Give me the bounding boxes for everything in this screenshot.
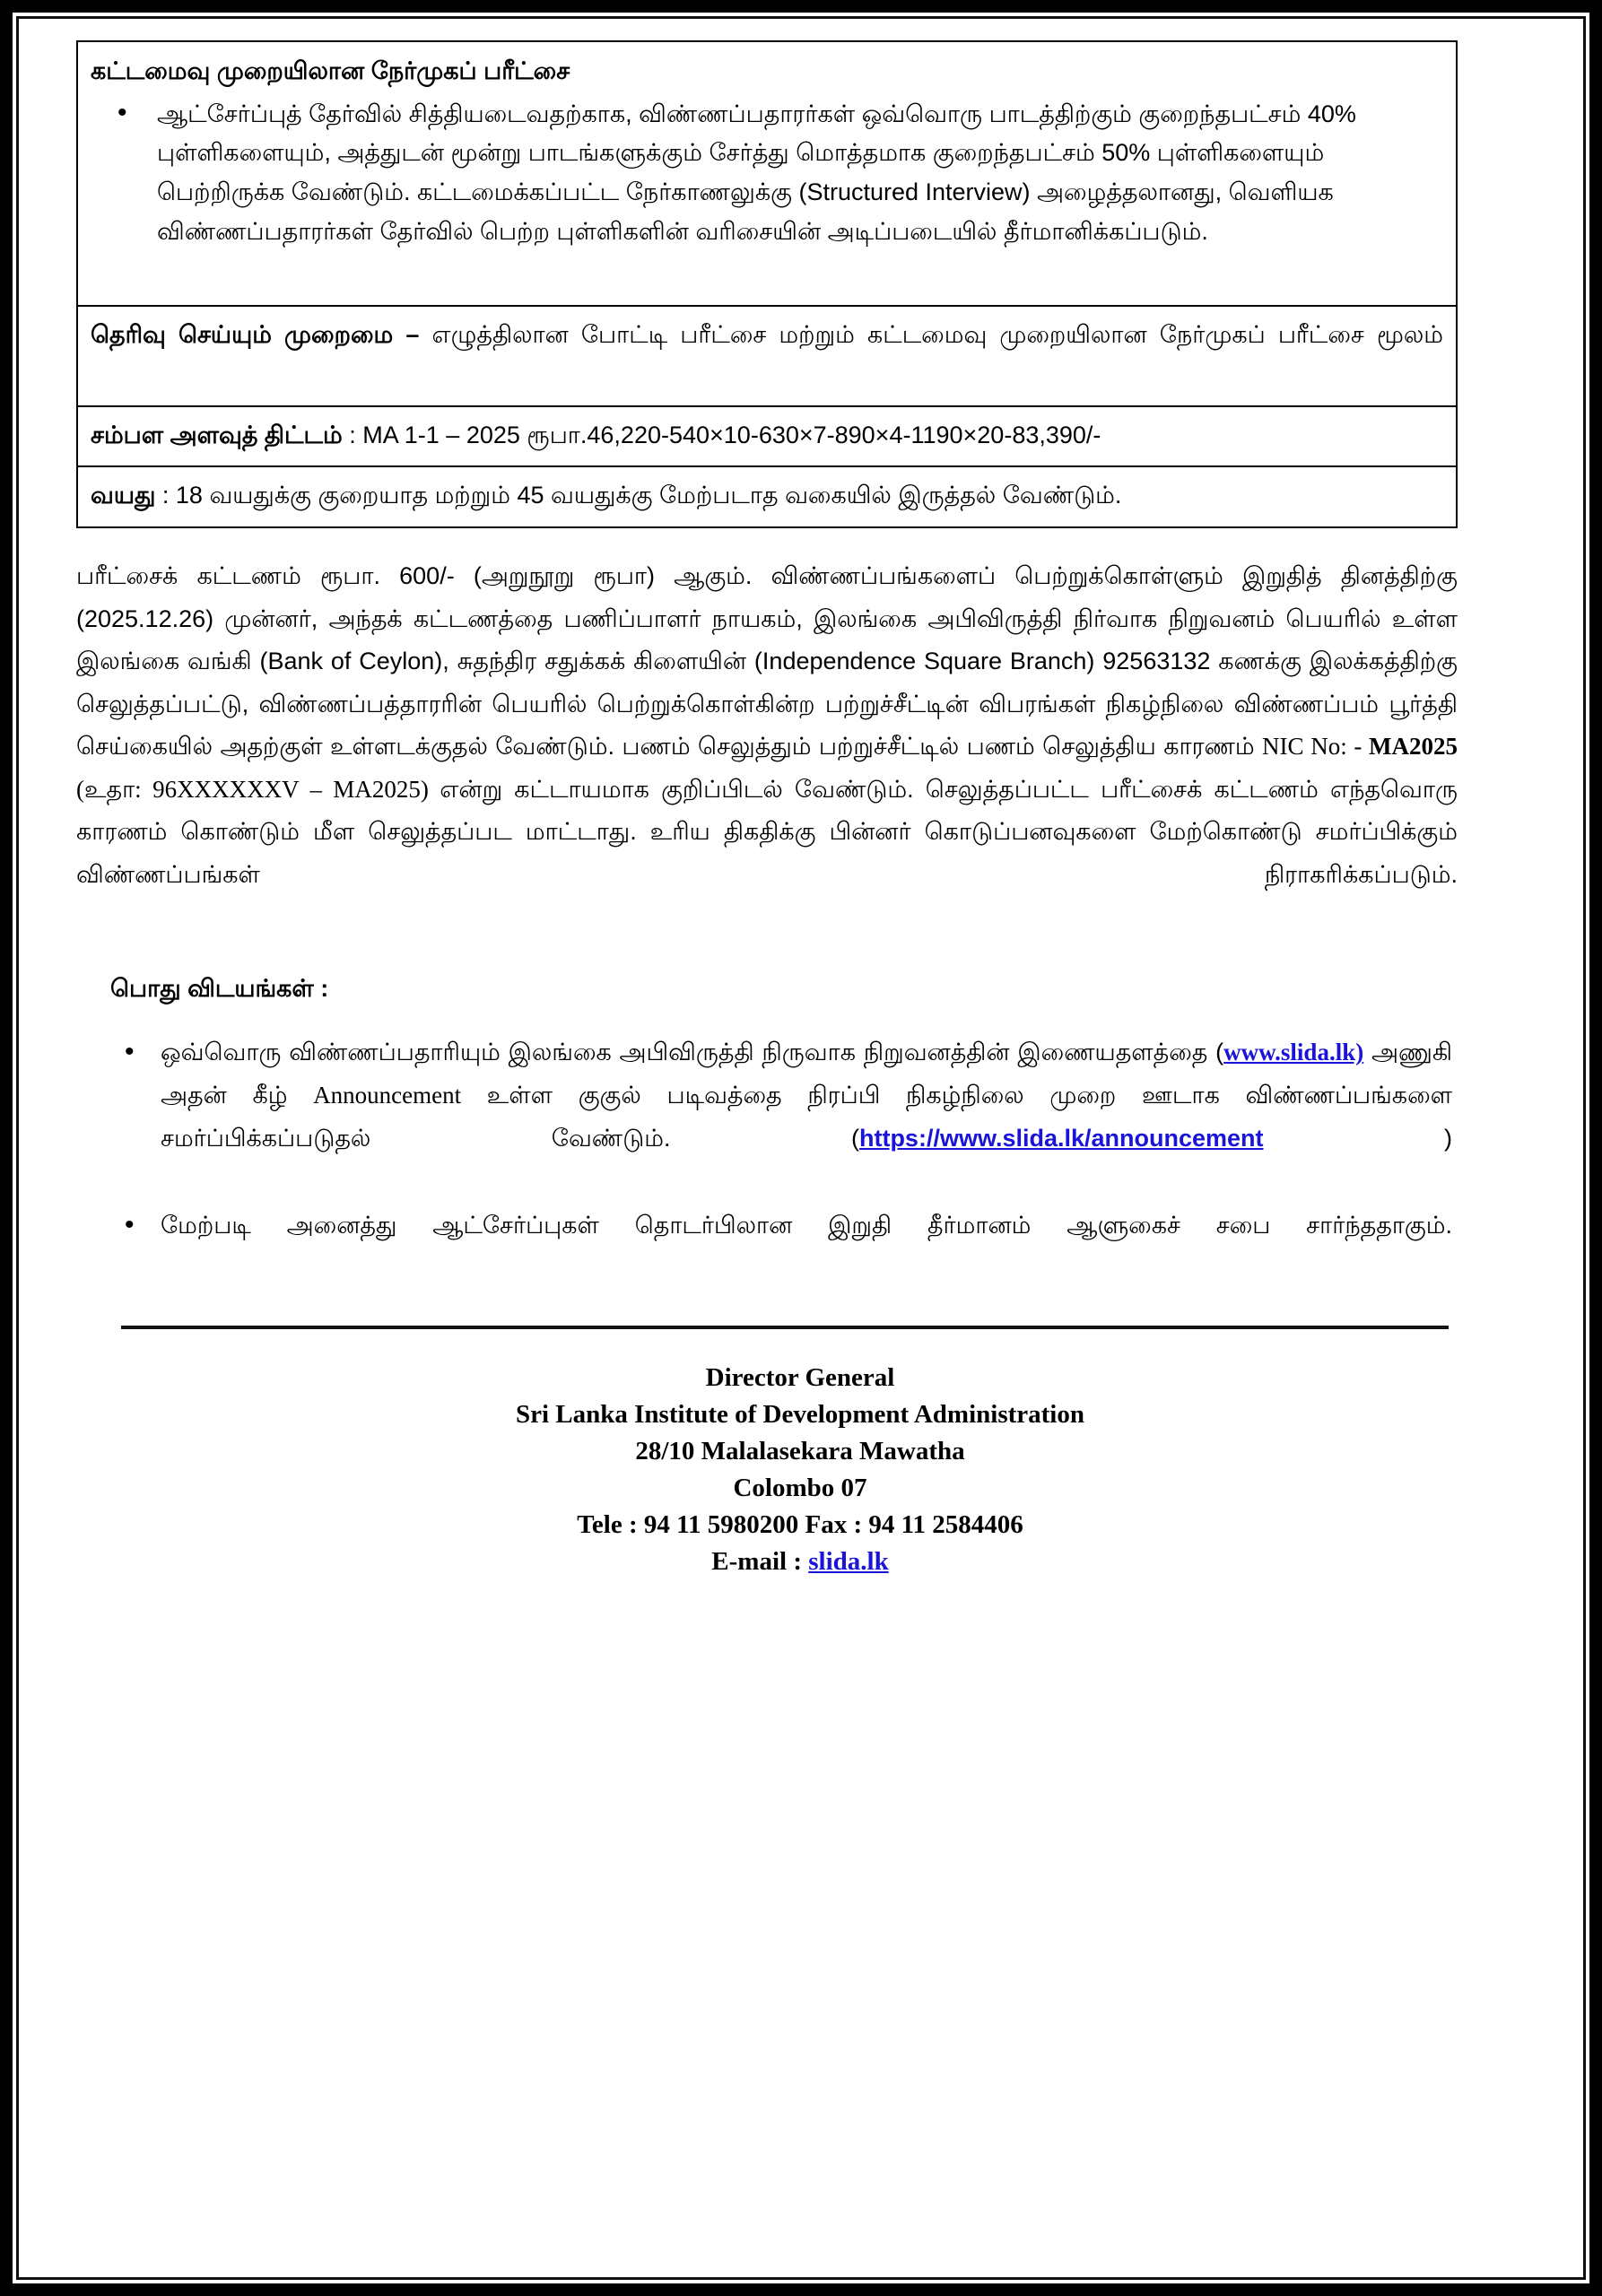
selection-method-paragraph [91,316,1443,394]
nic-example: (உதா: 96XXXXXXV – MA2025) [76,775,440,803]
announcement-page-link[interactable]: https://www.slida.lk/announcement [858,1124,1264,1152]
list-item-final-decision [71,1205,1452,1290]
footer-line-institute: Sri Lanka Institute of Development Administration [515,1399,1084,1429]
general-item-1-text-2: அணுகி அதன் கீழ் [161,1039,1452,1109]
age-label: வயது [91,482,156,509]
general-item-1-text-4: ) [1263,1124,1452,1152]
salary-scale-text: : MA 1-1 – 2025 ரூபா.46,220-540×10-630×7-890×4-1190×20-83,390/- [342,421,1101,448]
table-row-selection-method [77,306,1457,405]
structured-interview-bullet-list [91,95,1443,291]
footer-line-email [71,1544,1529,1580]
salary-scale-paragraph [91,416,1443,456]
selection-method-label: தெரிவு செய்யும் முறைமை – [91,321,432,349]
table-row-structured-interview [77,41,1457,306]
footer-line-director-general: Director General [705,1362,895,1392]
structured-interview-bullet-text: ஆட்சேர்ப்புத் தேர்வில் சித்தியடைவதற்காக, விண்ணப்பதாரர்கள் ஒவ்வொரு பாடத்திற்கும் குறைந்தபட்சம் 40% புள்ளிகளையும், அத்துடன் மூன்று பாடங்களுக்கும் சேர்த்து மொத்தமாக குறைந்தபட்சம் 50% புள்ளிகளையும் பெற்றிருக்க வேண்டும். கட்டமைக்கப்பட்ட நேர்காணலுக்கு (Structured Interview) அழைத்தலானது, வெளியக விண்ணப்பதாரர்கள் தேர்வில் பெற்ற புள்ளிகளின் வரிசையின் அடிப்படையில் தீர்மானிக்கப்படும். [157,100,1356,245]
email-label: E-mail : [711,1547,809,1577]
age-text: : 18 வயதுக்கு குறையாத மற்றும் 45 வயதுக்கு மேற்படாத வகையில் இருத்தல் வேண்டும். [155,482,1122,509]
general-matters-list [71,1031,1452,1289]
page-white-margin [13,13,1589,2283]
cell-selection-method [77,306,1457,405]
general-matters-title: பொது விடயங்கள் : [110,974,329,1002]
cell-age [77,466,1457,527]
fee-paragraph-part-1: பரீட்சைக் கட்டணம் ரூபா. 600/- (அறுநூறு ரூபா) ஆகும். விண்ணப்பங்களைப் பெற்றுக்கொள்ளும் இறுதித் தினத்திற்கு (2025.12.26) முன்னர், அந்தக் கட்டணத்தை பணிப்பாளர் நாயகம், இலங்கை அபிவிருத்தி நிர்வாக நிறுவனம் பெயரில் உள்ள இலங்கை வங்கி (Bank of Ceylon), சுதந்திர சதுக்கக் கிளையின் (Independence Square Branch) 92563132 கணக்கு இலக்கத்திற்கு செலுத்தப்பட்டு, விண்ணப்பத்தாரரின் பெயரில் பெற்றுக்கொள்கின்ற பற்றுச்சீட்டின் விபரங்கள் நிகழ்நிலை விண்ணப்பம் பூர்த்தி செய்கையில் அதற்குள் உள்ளடக்குதல் வேண்டும். பணம் செலுத்தும் பற்றுச்சீட்டில் பணம் செலுத்திய காரணம் [76,562,1458,761]
table-row-age [77,466,1457,527]
slida-website-link[interactable]: www.slida.lk) [1223,1039,1364,1066]
examination-fee-paragraph [76,555,1458,939]
specification-table [76,40,1458,528]
footer-line-telephone-fax: Tele : 94 11 5980200 Fax : 94 11 2584406 [577,1510,1023,1540]
age-paragraph [91,476,1443,516]
footer-line-street: 28/10 Malalasekara Mawatha [635,1436,965,1465]
cell-structured-interview [77,41,1457,306]
general-item-1-text-3: உள்ள குகுல் படிவத்தை நிரப்பி நிகழ்நிலை முறை ஊடாக விண்ணப்பங்களை சமர்ப்பிக்கப்படுதல் வேண்டும். ( [161,1082,1452,1152]
structured-interview-heading: கட்டமைவு முறையிலான நேர்முகப் பரீட்சை [91,57,570,84]
email-link[interactable]: slida.lk [808,1547,889,1577]
list-item [91,95,1443,291]
list-item-online-application [71,1031,1452,1202]
table-row-salary-scale [77,406,1457,467]
footer-line-city: Colombo 07 [733,1474,867,1503]
nic-code: MA2025 [1369,733,1458,761]
footer-separator [121,1326,1449,1329]
salary-scale-label: சம்பள அளவுத் திட்டம் [91,421,343,448]
general-item-2-text: மேற்படி அனைத்து ஆட்சேர்ப்புகள் தொடர்பிலான இறுதி தீர்மானம் ஆளுகைச் சபை சார்ந்ததாகும். [161,1211,1452,1239]
fee-paragraph-part-2: என்று கட்டாயமாக குறிப்பிடல் வேண்டும். செலுத்தப்பட்ட பரீட்சைக் கட்டணம் எந்தவொரு காரணம் கொண்டும் மீள செலுத்தப்பட மாட்டாது. உரிய திகதிக்கு பின்னர் கொடுப்பனவுகளை மேற்கொண்டு சமர்ப்பிக்கும் விண்ணப்பங்கள் நிராகரிக்கப்படும். [76,775,1458,888]
selection-method-text: எழுத்திலான போட்டி பரீட்சை மற்றும் கட்டமைவு முறையிலான நேர்முகப் பரீட்சை மூலம் [431,321,1443,349]
nic-label: NIC No: - [1262,733,1370,761]
page-content [19,19,1583,2277]
announcement-keyword: Announcement [313,1082,462,1109]
document-page [16,16,1586,2280]
signature-block [71,1360,1529,1581]
cell-salary-scale [77,406,1457,467]
general-item-1-text-1: ஒவ்வொரு விண்ணப்பதாரியும் இலங்கை அபிவிருத்தி நிருவாக நிறுவனத்தின் இணையதளத்தை ( [161,1039,1224,1066]
